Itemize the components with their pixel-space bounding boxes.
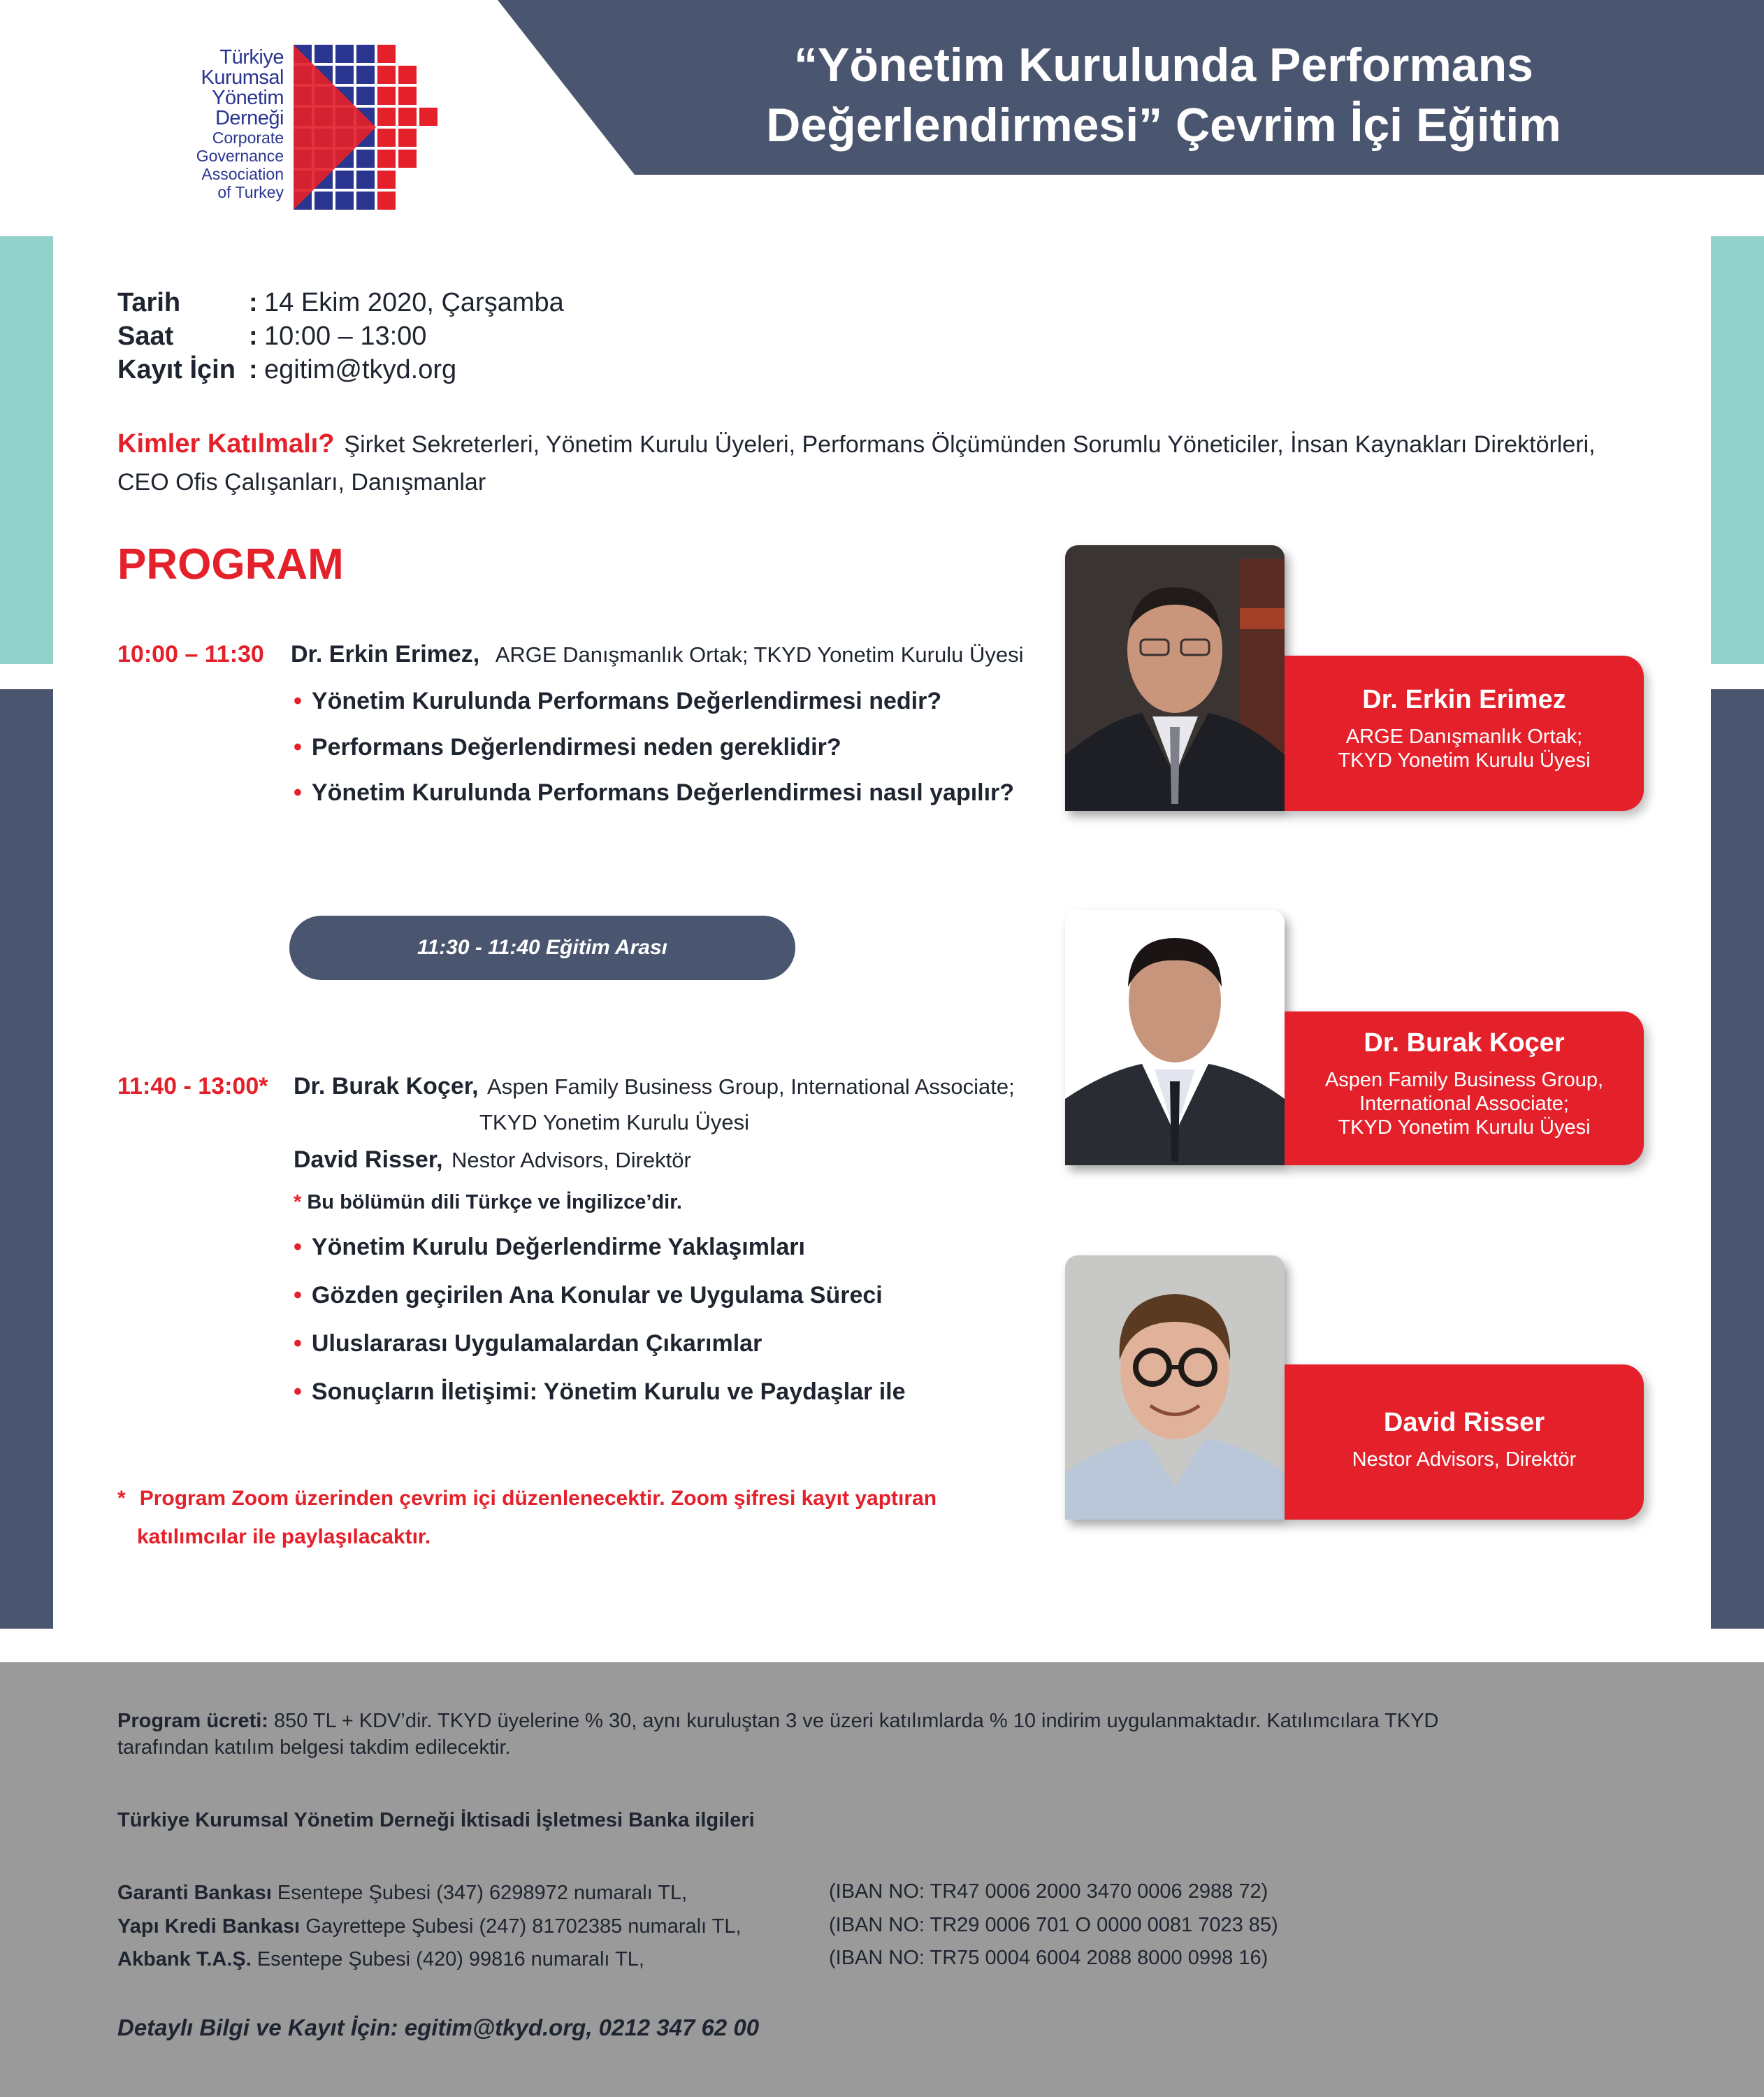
session2-bullet: • Gözden geçirilen Ana Konular ve Uygulama Süreci (294, 1282, 883, 1309)
speaker1-card-name: Dr. Erkin Erimez (1362, 685, 1566, 714)
right-navy-bar (1711, 689, 1764, 1629)
session1-time: 10:00 – 11:30 (117, 641, 264, 668)
logo-line: Association (201, 165, 284, 183)
session1-bullet: • Yönetim Kurulunda Performans Değerlendirmesi nasıl yapılır? (294, 779, 1015, 806)
session2-speaker2-role: Nestor Advisors, Direktör (451, 1148, 691, 1172)
zoom-note-line-2: katılımcılar ile paylaşılacaktır. (137, 1525, 431, 1548)
speaker3-card (1285, 1364, 1644, 1520)
program-heading: PROGRAM (117, 540, 344, 589)
fee-line-2: tarafından katılım belgesi takdim edilecektir. (117, 1736, 511, 1759)
logo-line: of Turkey (217, 183, 284, 201)
audience-question: Kimler Katılmalı? (117, 429, 335, 459)
session2-speaker1-name: Dr. Burak Koçer, (294, 1073, 479, 1100)
date-label: Tarih (117, 288, 181, 317)
session2-speaker2-name: David Risser, (294, 1146, 443, 1173)
session2-bullet: • Uluslararası Uygulamalardan Çıkarımlar (294, 1330, 762, 1357)
speaker1-card (1285, 656, 1644, 811)
session1-bullet: • Yönetim Kurulunda Performans Değerlendirmesi nedir? (294, 688, 942, 714)
registration-email-link[interactable]: egitim@tkyd.org (264, 355, 457, 384)
left-teal-bar (0, 236, 53, 664)
fee-line-1 (117, 1708, 1438, 1734)
bank-iban: (IBAN NO: TR47 0006 2000 3470 0006 2988 72) (829, 1880, 1268, 1903)
speaker2-card (1285, 1011, 1644, 1165)
fee-label: Program ücreti: (117, 1710, 268, 1732)
contact-line[interactable]: Detaylı Bilgi ve Kayıt İçin: egitim@tkyd.org, 0212 347 62 00 (117, 2015, 760, 2040)
bank-heading: Türkiye Kurumsal Yönetim Derneği İktisadi İşletmesi Banka ilgileri (117, 1809, 755, 1831)
speaker2-card-name: Dr. Burak Koçer (1364, 1028, 1565, 1058)
title-line-1: “Yönetim Kurulunda Performans (794, 38, 1533, 92)
session1-speaker-role: ARGE Danışmanlık Ortak; TKYD Yonetim Kurulu Üyesi (495, 642, 1024, 667)
logo-line: Corporate (212, 129, 284, 147)
registration-label: Kayıt İçin (117, 355, 236, 384)
time-label: Saat (117, 322, 174, 351)
logo-line: Türkiye (219, 46, 284, 69)
bank-iban: (IBAN NO: TR75 0004 6004 2088 8000 0998 16) (829, 1947, 1268, 1969)
logo-text (196, 48, 284, 201)
time-colon: : (249, 322, 258, 351)
date-colon: : (249, 288, 258, 317)
logo-grid-icon (294, 45, 446, 214)
session1-speaker (291, 641, 1023, 668)
zoom-note (117, 1479, 937, 1556)
right-teal-bar (1711, 236, 1764, 664)
audience-text-2: CEO Ofis Çalışanları, Danışmanlar (117, 469, 486, 496)
logo-line: Governance (196, 147, 284, 165)
speaker2-card-role: Aspen Family Business Group, International Associate; TKYD Yonetim Kurulu Üyesi (1324, 1069, 1604, 1139)
logo-line: Yönetim (212, 87, 284, 109)
audience-text-1: Şirket Sekreterleri, Yönetim Kurulu Üyeleri, Performans Ölçümünden Sorumlu Yöneticiler, İnsan Kaynakları Direktörleri, (344, 431, 1596, 458)
page-title (650, 35, 1677, 155)
session2-bullet: • Sonuçların İletişimi: Yönetim Kurulu ve Paydaşlar ile (294, 1378, 906, 1405)
session1-bullet: • Performans Değerlendirmesi neden gereklidir? (294, 734, 841, 761)
session2-bullet: • Yönetim Kurulu Değerlendirme Yaklaşımları (294, 1234, 805, 1260)
bank-row: Akbank T.A.Ş. Esentepe Şubesi (420) 99816 numaralı TL, (117, 1948, 644, 1970)
language-note-text: Bu bölümün dili Türkçe ve İngilizce’dir. (307, 1191, 682, 1213)
zoom-note-star: * (117, 1487, 126, 1510)
session2-speaker1 (294, 1073, 1015, 1100)
speaker1-photo (1065, 545, 1285, 811)
fee-text-1: 850 TL + KDV’dir. TKYD üyelerine % 30, aynı kuruluştan 3 ve üzeri katılımlarda % 10 indirim uygulanmaktadır. Katılımcılara TKYD (274, 1710, 1439, 1732)
time-value: 10:00 – 13:00 (264, 322, 427, 351)
session2-time: 11:40 - 13:00* (117, 1073, 268, 1100)
language-note-star: * (294, 1191, 302, 1213)
speaker2-photo (1065, 910, 1285, 1165)
bank-iban: (IBAN NO: TR29 0006 701 O 0000 0081 7023 85) (829, 1914, 1278, 1936)
logo-line: Kurumsal (201, 66, 284, 89)
speaker1-card-role: ARGE Danışmanlık Ortak; TKYD Yonetim Kurulu Üyesi (1338, 726, 1591, 772)
logo-line: Derneği (215, 107, 284, 129)
left-navy-bar (0, 689, 53, 1629)
speaker3-photo (1065, 1255, 1285, 1520)
language-note (294, 1191, 682, 1214)
date-value: 14 Ekim 2020, Çarşamba (264, 288, 564, 317)
title-line-2: Değerlendirmesi” Çevrim İçi Eğitim (766, 99, 1561, 152)
break-pill: 11:30 - 11:40 Eğitim Arası (289, 916, 795, 980)
zoom-note-line-1: Program Zoom üzerinden çevrim içi düzenlenecektir. Zoom şifresi kayıt yaptıran (139, 1487, 937, 1510)
speaker3-card-role: Nestor Advisors, Direktör (1352, 1448, 1577, 1471)
session2-speaker1-role: Aspen Family Business Group, International Associate; (487, 1074, 1015, 1099)
speaker3-card-name: David Risser (1383, 1408, 1545, 1437)
bank-row: Yapı Kredi Bankası Gayrettepe Şubesi (247) 81702385 numaralı TL, (117, 1915, 742, 1938)
bank-row: Garanti Bankası Esentepe Şubesi (347) 6298972 numaralı TL, (117, 1882, 688, 1904)
session2-speaker1-role-2: TKYD Yonetim Kurulu Üyesi (479, 1110, 749, 1134)
audience-block (117, 425, 1669, 501)
session2-speaker2 (294, 1146, 691, 1174)
session1-speaker-name: Dr. Erkin Erimez, (291, 641, 480, 668)
registration-colon: : (249, 355, 258, 384)
